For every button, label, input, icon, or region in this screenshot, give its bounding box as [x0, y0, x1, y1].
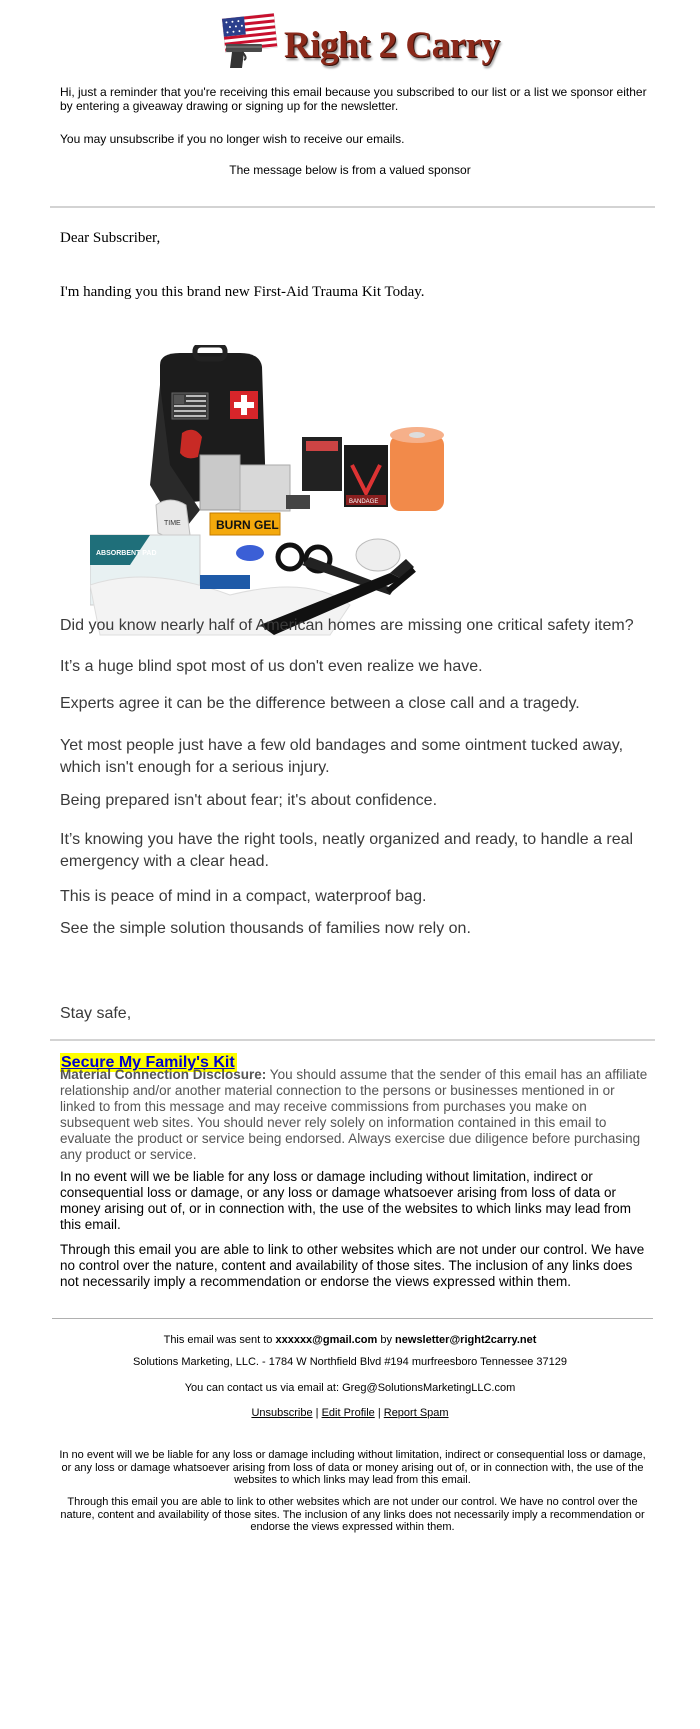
sponsor-note: The message below is from a valued sponsor: [229, 163, 471, 177]
unsubscribe-link[interactable]: Unsubscribe: [251, 1407, 313, 1419]
svg-text:TIME: TIME: [164, 520, 181, 527]
unsubscribe-note: You may unsubscribe if you no longer wish to receive our emails.: [60, 132, 405, 146]
recipient-email: xxxxxx@gmail.com: [275, 1334, 378, 1346]
body-paragraph-5: Being prepared isn't about fear; it's about confidence.: [60, 792, 438, 809]
body-paragraph-4: Yet most people just have a few old bandages and some ointment tucked away, which isn't enough for a serious injury.: [60, 737, 624, 776]
signoff: Stay safe,: [60, 1005, 132, 1022]
greeting: Dear Subscriber,: [60, 230, 161, 246]
sent-to-line: [0, 1334, 700, 1347]
brand-logo: [218, 10, 500, 74]
divider: [50, 206, 655, 208]
trauma-kit-image[interactable]: [90, 345, 470, 657]
body-paragraph-7: This is peace of mind in a compact, waterproof bag.: [60, 888, 427, 905]
divider: [52, 1318, 653, 1319]
burn-gel-label: BURN GEL: [216, 518, 279, 532]
footer-liability: In no event will we be liable for any loss or damage including without limitation, indirect or consequential loss or damage, or any loss or damage whatsoever arising from loss of data or money arising out of, or in connection with, the use of the websites to which links may lead from this email.: [59, 1449, 646, 1486]
lead-text: I'm handing you this brand new First-Aid Trauma Kit Today.: [60, 284, 425, 300]
sent-by: by: [377, 1334, 396, 1346]
body-paragraph-1: Did you know nearly half of American homes are missing one critical safety item?: [60, 617, 634, 634]
bandage-label: BANDAGE: [349, 499, 379, 505]
sent-prefix: This email was sent to: [163, 1334, 276, 1346]
edit-profile-link[interactable]: Edit Profile: [321, 1407, 375, 1419]
disclosure-heading: Material Connection Disclosure:: [60, 1067, 267, 1082]
first-aid-kit-illustration: [90, 345, 470, 657]
sender-email: newsletter@right2carry.net: [395, 1334, 537, 1346]
reminder-text: Hi, just a reminder that you're receiving this email because you subscribed to our list or a list we sponsor either by entering a giveaway drawing or signing up for the newsletter.: [60, 85, 647, 113]
intro-reminder: [60, 85, 650, 113]
company-address: Solutions Marketing, LLC. - 1784 W Northfield Blvd #194 murfreesboro Tennessee 37129: [133, 1356, 567, 1368]
body-paragraph-3: Experts agree it can be the difference between a close call and a tragedy.: [60, 695, 580, 712]
absorbent-label: ABSORBENT PAD: [96, 550, 157, 557]
body-paragraph-8: See the simple solution thousands of families now rely on.: [60, 920, 471, 937]
material-disclosure: [60, 1067, 650, 1163]
divider: [50, 1039, 655, 1041]
disclosure-text: You should assume that the sender of this email has an affiliate relationship and/or another material connection to the persons or businesses mentioned in or linked to from this message and may receive commissions from purchases you make on subsequent web sites. You should never rely solely on information contained in this email to evaluate the product or service being endorsed. Always exercise due diligence before purchasing any product or service.: [60, 1067, 648, 1162]
flag-and-handgun-icon: [218, 10, 282, 72]
body-paragraph-2: It’s a huge blind spot most of us don't even realize we have.: [60, 658, 483, 675]
link-separator: |: [374, 1407, 384, 1419]
secure-kit-link[interactable]: Secure My Family's Kit: [61, 1054, 235, 1071]
report-spam-link[interactable]: Report Spam: [383, 1407, 449, 1419]
liability-paragraph: In no event will we be liable for any loss or damage including without limitation, indirect or consequential loss or damage, or any loss or damage whatsoever arising from loss of data or money arising out of, or in connection with, the use of the websites to which links may lead from this email.: [60, 1169, 632, 1232]
contact-line: You can contact us via email at: Greg@SolutionsMarketingLLC.com: [184, 1382, 516, 1394]
brand-name: Right 2 Carry: [284, 25, 500, 66]
footer-links: [0, 1407, 700, 1420]
external-links-paragraph: Through this email you are able to link to other websites which are not under our control. We have no control over the nature, content and availability of those sites. The inclusion of any links does not necessarily imply a recommendation or endorse the views expressed within them.: [60, 1242, 645, 1289]
footer-external-links: Through this email you are able to link to other websites which are not under our control. We have no control over the nature, content and availability of those sites. The inclusion of any links does not necessarily imply a recommendation or endorse the views expressed within them.: [60, 1496, 645, 1533]
link-separator: |: [312, 1407, 322, 1419]
body-paragraph-6: It’s knowing you have the right tools, neatly organized and ready, to handle a real emergency with a clear head.: [60, 831, 634, 870]
